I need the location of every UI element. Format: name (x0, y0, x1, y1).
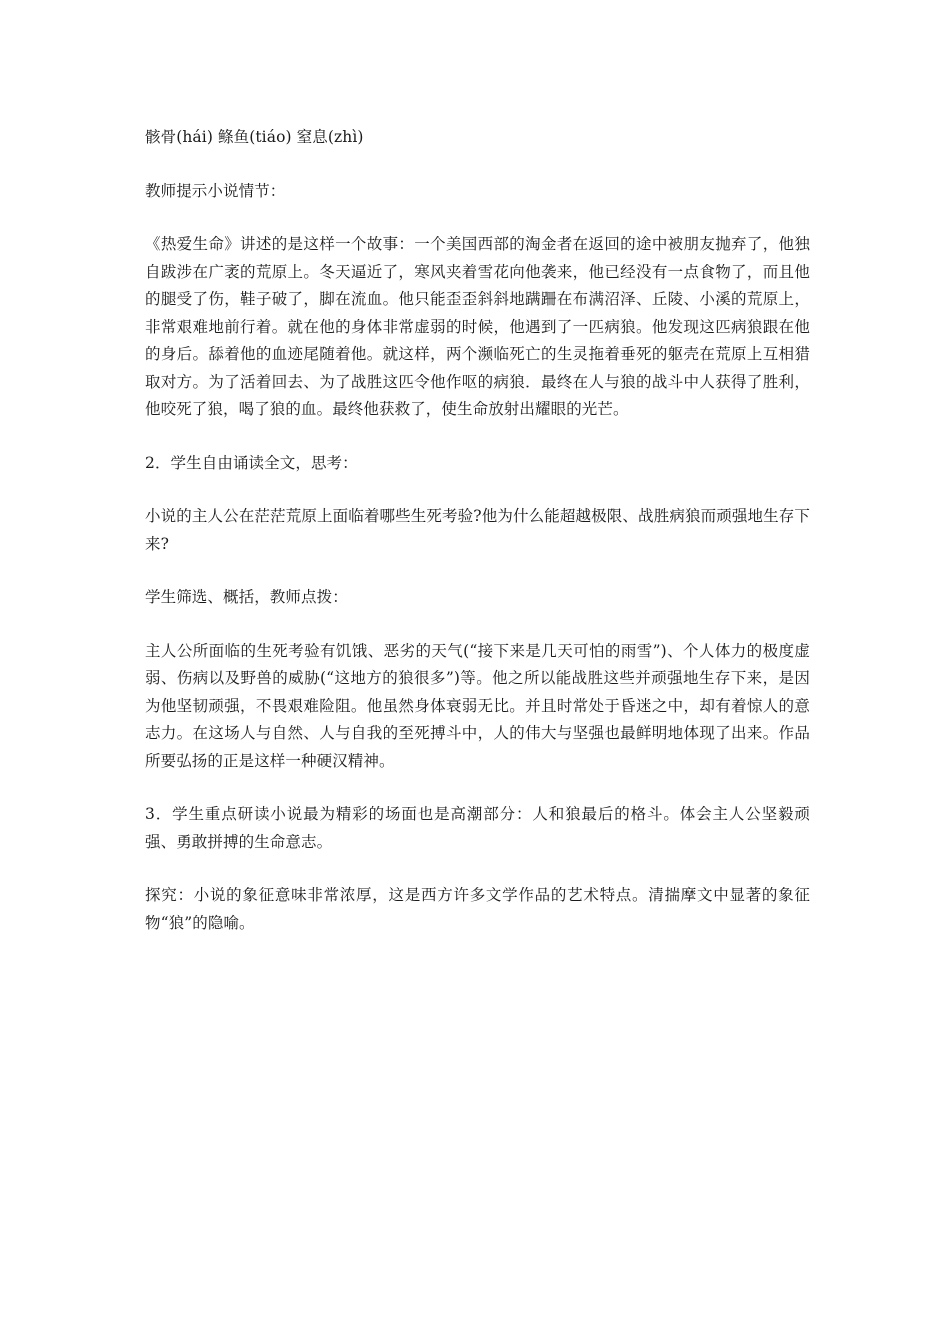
document-page (145, 124, 810, 963)
teacher-prompt-heading: 教师提示小说情节： (145, 181, 286, 200)
plot-summary-paragraph: 《热爱生命》讲述的是这样一个故事：一个美国西部的淘金者在返回的途中被朋友抛弃了，他独自跋涉在广袤的荒原上。冬天逼近了，寒风夹着雪花向他袭来，他已经没有一点食物了，而且他的腿受了伤，鞋子破了，脚在流血。他只能歪歪斜斜地蹒跚在布满沼泽、丘陵、小溪的荒原上，非常艰难地前行着。就在他的身体非常虚弱的时候，他遇到了一匹病狼。他发现这匹病狼跟在他的身后。舔着他的血迹尾随着他。就这样，两个濒临死亡的生灵拖着垂死的躯壳在荒原上互相猎取对方。为了活着回去、为了战胜这匹令他作呕的病狼．最终在人与狼的战斗中人获得了胜利，他咬死了狼，喝了狼的血。最终他获救了，使生命放射出耀眼的光芒。 (145, 235, 810, 418)
inquiry-paragraph: 探究：小说的象征意味非常浓厚，这是西方许多文学作品的艺术特点。清揣摩文中显著的象征物“狼”的隐喻。 (145, 886, 810, 932)
guidance-answer-paragraph: 主人公所面临的生死考验有饥饿、恶劣的天气(“接下来是几天可怕的雨雪”)、个人体力的极度虚弱、伤病以及野兽的威胁(“这地方的狼很多”)等。他之所以能战胜这些并顽强地生存下来，是因为他坚韧顽强，不畏艰难险阻。他虽然身体衰弱无比。并且时常处于昏迷之中，却有着惊人的意志力。在这场人与自然、人与自我的至死搏斗中，人的伟大与坚强也最鲜明地体现了出来。作品所要弘扬的正是这样一种硬汉精神。 (145, 641, 810, 770)
step-2-heading: 2．学生自由诵读全文，思考： (145, 453, 358, 472)
step-2-question: 小说的主人公在茫茫荒原上面临着哪些生死考验?他为什么能超越极限、战胜病狼而顽强地生存下来? (145, 507, 810, 553)
pronunciation-notes: 骸骨(hái) 鲦鱼(tiáo) 窒息(zhì) (145, 128, 364, 146)
guidance-heading: 学生筛选、概括，教师点拨： (145, 588, 348, 606)
step-3-paragraph: 3．学生重点研读小说最为精彩的场面也是高潮部分：人和狼最后的格斗。体会主人公坚毅顽强、勇敢拼搏的生命意志。 (145, 805, 810, 851)
